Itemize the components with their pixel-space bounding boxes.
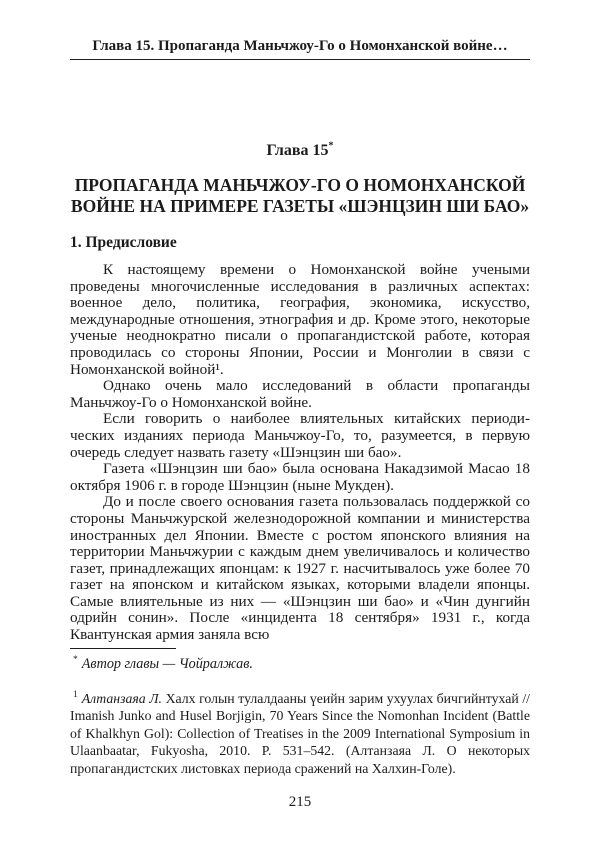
author-footnote-marker: * <box>73 655 78 666</box>
chapter-footnote-ref: * <box>328 140 334 152</box>
author-footnote-text: Автор главы — Чойралжав. <box>81 656 253 672</box>
footnote-1 <box>70 690 530 778</box>
paragraph-2: Однако очень мало исследований в области пропаганды Маньчжоу-Го о Номонханской войне. <box>70 377 530 411</box>
section-heading: 1. Предисловие <box>70 234 177 251</box>
running-header: Глава 15. Пропаганда Маньчжоу-Го о Номонханской войне… <box>70 0 530 60</box>
article-title-line-1: ПРОПАГАНДА МАНЬЧЖОУ-ГО О НОМОНХАНСКОЙ <box>74 175 526 195</box>
body-text <box>70 262 530 644</box>
footnote-separator-rule <box>70 648 176 649</box>
paragraph-3: Если говорить о наиболее влиятельных китайских периодических изданиях периода Маньчжоу-Го, то, разумеется, в первую очередь следует назвать газету «Шэнцзин ши бао». <box>70 410 530 461</box>
paragraph-4: Газета «Шэнцзин ши бао» была основана Накадзимой Масао 18 октября 1906 г. в городе Шэнцзин (ныне Мукден). <box>70 460 530 494</box>
footnote-1-author: Алтанзаяа Л. <box>81 690 163 706</box>
footnote-1-text: Халх голын тулалдааны үеийн зарим ухуулах бичгийнтухай // Imanish Junko and Husel Borjigin, 70 Years Since the Nomonhan Incident (Battle of Khalkhyn Gol): Collection of Treatises in the 2009 International Symposium in Ulaanbaatar, Fukyosha, 2010. P. 531–542. (Алтанзаяа Л. О некоторых пропагандистских листовках периода сражений на Халхин-Голе). <box>70 690 530 776</box>
footnotes-block <box>70 648 530 777</box>
chapter-heading <box>70 142 530 160</box>
author-footnote <box>70 656 530 674</box>
paragraph-1: К настоящему времени о Номонханской войне учеными проведены многочисленные исследования в различных аспектах: военное дело, политика, география, экономика, искусство, международные отношения, этнография и др. Кроме этого, некоторые ученые неоднократно писали о пропагандистской работе, которая проводилась со стороны Японии, России и Монголии в связи с Номонханской войной¹. <box>70 261 530 378</box>
article-title-line-2: ВОЙНЕ НА ПРИМЕРЕ ГАЗЕТЫ «ШЭНЦЗИН ШИ БАО» <box>70 196 530 216</box>
page-number: 215 <box>288 794 312 810</box>
chapter-label: Глава 15 <box>266 142 329 159</box>
article-title <box>70 175 530 217</box>
footnote-1-marker: 1 <box>73 689 78 700</box>
text-column <box>70 0 530 644</box>
paragraph-5: До и после своего основания газета пользовалась поддержкой со стороны Маньчжурской железнодорожной компании и министерства иностранных дел Японии. Вместе с ростом японского влияния на территории Маньчжурии с каждым днем увеличивалось и количество газет, принадлежащих японцам: к 1927 г. насчитывалось уже более 70 газет на японском и китайском языках, которыми владели японцы. Самые влиятельные из них — «Шэнцзин ши бао» и «Чин дунгийн одрийн сонин». После «инцидента 18 сентября» 1931 г., когда Квантунская армия заняла всю <box>70 493 530 644</box>
